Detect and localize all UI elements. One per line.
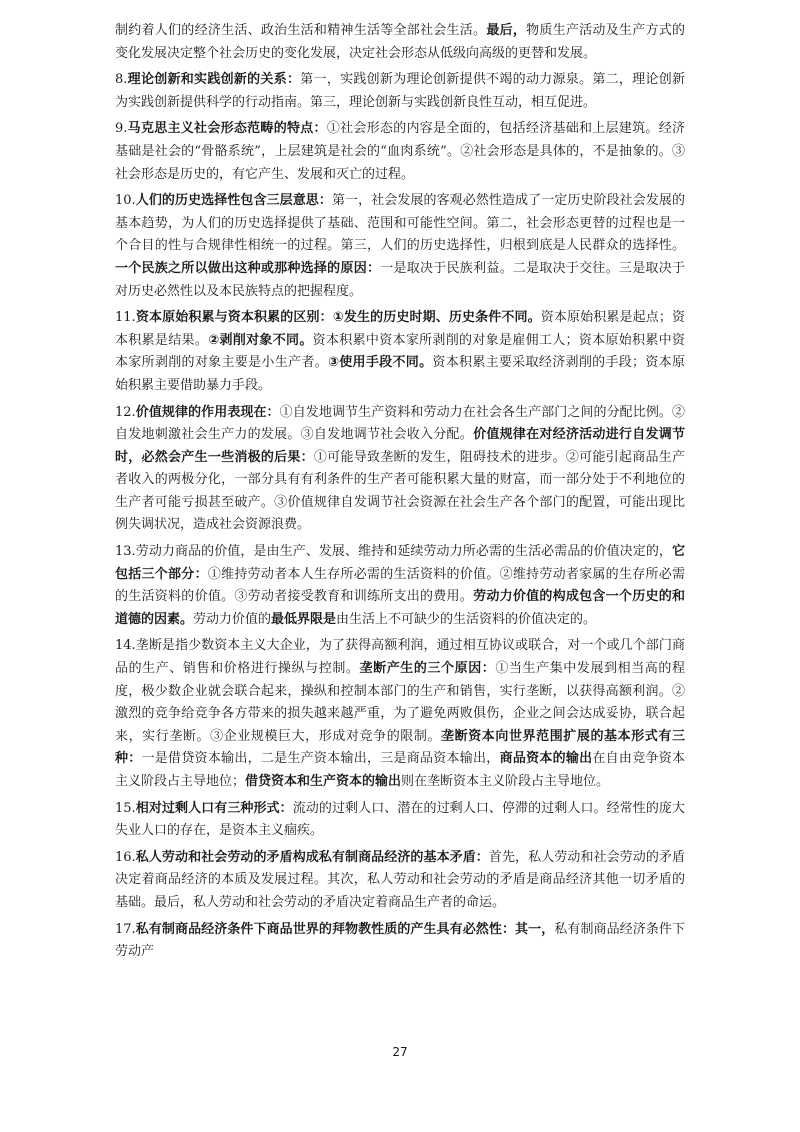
paragraph [115,118,685,186]
text-run: 第一，实践创新为理论创新提供不竭的动力源泉。第二，理论创新为实践创新提供科学的行动指南。第三，理论创新与实践创新良性互动，相互促进。 [115,72,685,110]
text-run: 一是取决于民族利益。二是取决于交往。三是取决于对历史必然性以及本民族特点的把握程度。 [115,260,685,299]
text-run: ①自发地调节生产资料和劳动力在社会各生产部门之间的分配比例。②自发地刺激社会生产力的发展。③自发地调节社会收入分配。 [115,404,685,443]
paragraph [115,402,685,538]
bold-text: 价值规律的作用表现在： [135,404,280,420]
text-run: ①维持劳动者本人生存所必需的生活资料的价值。②维持劳动者家属的生存所必需的生活资料的价值。③劳动者接受教育和训练所支出的费用。 [115,566,685,605]
paragraph [115,69,685,114]
bold-text: 马克思主义社会形态范畴的特点： [127,121,327,137]
text-run: 首先，私人劳动和社会劳动的矛盾决定着商品经济的本质及发展过程。其次，私人劳动和社会劳动的矛盾是商品经济其他一切矛盾的基础。最后，私人劳动和社会劳动的矛盾决定着商品生产者的命运。 [115,849,685,910]
paragraph [115,919,685,964]
text-run: 14.垄断是指少数资本主义大企业，为了获得高额利润，通过相互协议或联合，对一个或几个部门商品的生产、销售和价格进行操纵与控制。 [115,638,685,677]
text-run: 9. [115,121,128,137]
bold-text: 私有制商品经济条件下商品世界的拜物教性质的产生具有必然性：其一， [135,921,555,937]
text-run: 15. [115,800,136,816]
bold-text: 它包括三个部分： [115,544,685,582]
bold-text: 最后， [486,23,527,38]
paragraph [115,635,685,793]
text-run: 16. [115,849,136,865]
paragraph [115,847,685,915]
text-run: 私有制商品经济条件下劳动产 [115,921,685,960]
text-run: ①当生产集中发展到相当高的程度，极少数企业就会联合起来，操纵和控制本部门的生产和销售，实行垄断，以获得高额利润。②激烈的竞争给竞争各方带来的损失越来越严重，为了避免两败俱伤，企业之间会达成妥协，联合起来，实行垄断。③企业规模巨大，形成对竞争的限制。 [115,661,685,744]
text-run: 物质生产活动及生产方式的变化发展决定整个社会历史的变化发展，决定社会形态从低级向高级的更替和发展。 [115,23,685,61]
text-run: 第一，社会发展的客观必然性造成了一定历史阶段社会发展的基本趋势，为人们的历史选择提供了基础、范围和可能性空间。第二，社会形态更替的过程也是一个合目的性与合规律性相统一的过程。第三，人们的历史选择性，归根到底是人民群众的选择性。 [115,193,685,254]
text-run: 由生活上不可缺少的生活资料的价值决定的。 [336,611,597,627]
bold-text: 人们的历史选择性包含三层意思： [135,193,332,209]
bold-text: 借贷资本和生产资本的输出 [245,774,402,789]
text-run: 资本积累中资本家所剥削的对象是雇佣工人；资本原始积累中资本家所剥削的对象主要是小生产者。 [115,332,685,371]
bold-text: 价值规律在对经济活动进行自发调节时，必然会产生一些消极的后果： [115,427,685,465]
bold-text: ②剥削对象不同。 [208,332,313,348]
text-run: 17. [115,921,136,937]
text-run: 资本积累主要采取经济剥削的手段；资本原始积累主要借助暴力手段。 [115,355,685,393]
bold-text: 相对过剩人口有三种形式： [135,800,293,816]
bold-text: 垄断产生的三个原因： [359,661,496,677]
document-body [115,20,685,968]
text-run: ①社会形态的内容是全面的，包括经济基础和上层建筑。经济基础是社会的“骨骼系统”，上层建筑是社会的“血肉系统”。②社会形态是具体的，不是抽象的。③社会形态是历史的，有它产生、发展和灭亡的过程。 [115,121,685,182]
text-run: 12. [115,404,136,420]
text-run: 10. [115,193,136,209]
bold-text: 最低界限是 [271,611,337,627]
paragraph [115,190,685,303]
text-run: 流动的过剩人口、潜在的过剩人口、停滞的过剩人口。经常性的庞大失业人口的存在，是资本主义痼疾。 [115,800,685,839]
text-run: 一是借贷资本输出，二是生产资本输出，三是商品资本输出， [141,751,500,767]
text-run: 资本原始积累是起点；资本积累是结果。 [115,310,685,348]
text-run: 制约着人们的经济生活、政治生活和精神生活等全部社会生活。 [115,23,487,38]
paragraph [115,20,685,65]
text-run: 在自由竞争资本主义阶段占主导地位； [115,751,685,789]
bold-text: 私人劳动和社会劳动的矛盾构成私有制商品经济的基本矛盾： [135,849,489,865]
bold-text: 理论创新和实践创新的关系： [127,72,301,88]
bold-text: ③使用手段不同。 [327,355,433,371]
paragraph [115,307,685,397]
text-run: 11. [115,310,136,326]
text-run: ①可能导致垄断的发生，阻碍技术的进步。②可能引起商品生产者收入的两极分化，一部分具有有利条件的生产者可能积累大量的财富，而一部分处于不利地位的生产者可能亏损甚至破产。③价值规律自发调节社会资源在社会生产各个部门的配置，可能出现比例失调状况，造成社会资源浪费。 [115,449,685,533]
bold-text: 商品资本的输出 [499,751,593,767]
bold-text: 一个民族之所以做出这种或那种选择的原因： [115,260,381,276]
text-run: 劳动力价值的 [193,611,272,627]
bold-text: 劳动力价值的构成包含一个历史的和道德的因素。 [115,589,685,627]
text-run: 8. [115,72,128,88]
paragraph [115,798,685,843]
bold-text: 垄断资本向世界范围扩展的基本形式有三种： [115,728,685,767]
paragraph [115,541,685,631]
text-run: 则在垄断资本主义阶段占主导地位。 [401,774,610,789]
bold-text: 资本原始积累与资本积累的区别：①发生的历史时期、历史条件不同。 [135,310,541,326]
text-run: 13.劳动力商品的价值，是由生产、发展、维持和延续劳动力所必需的生活必需品的价值决定的， [115,544,672,560]
page-number: 27 [392,1045,408,1059]
